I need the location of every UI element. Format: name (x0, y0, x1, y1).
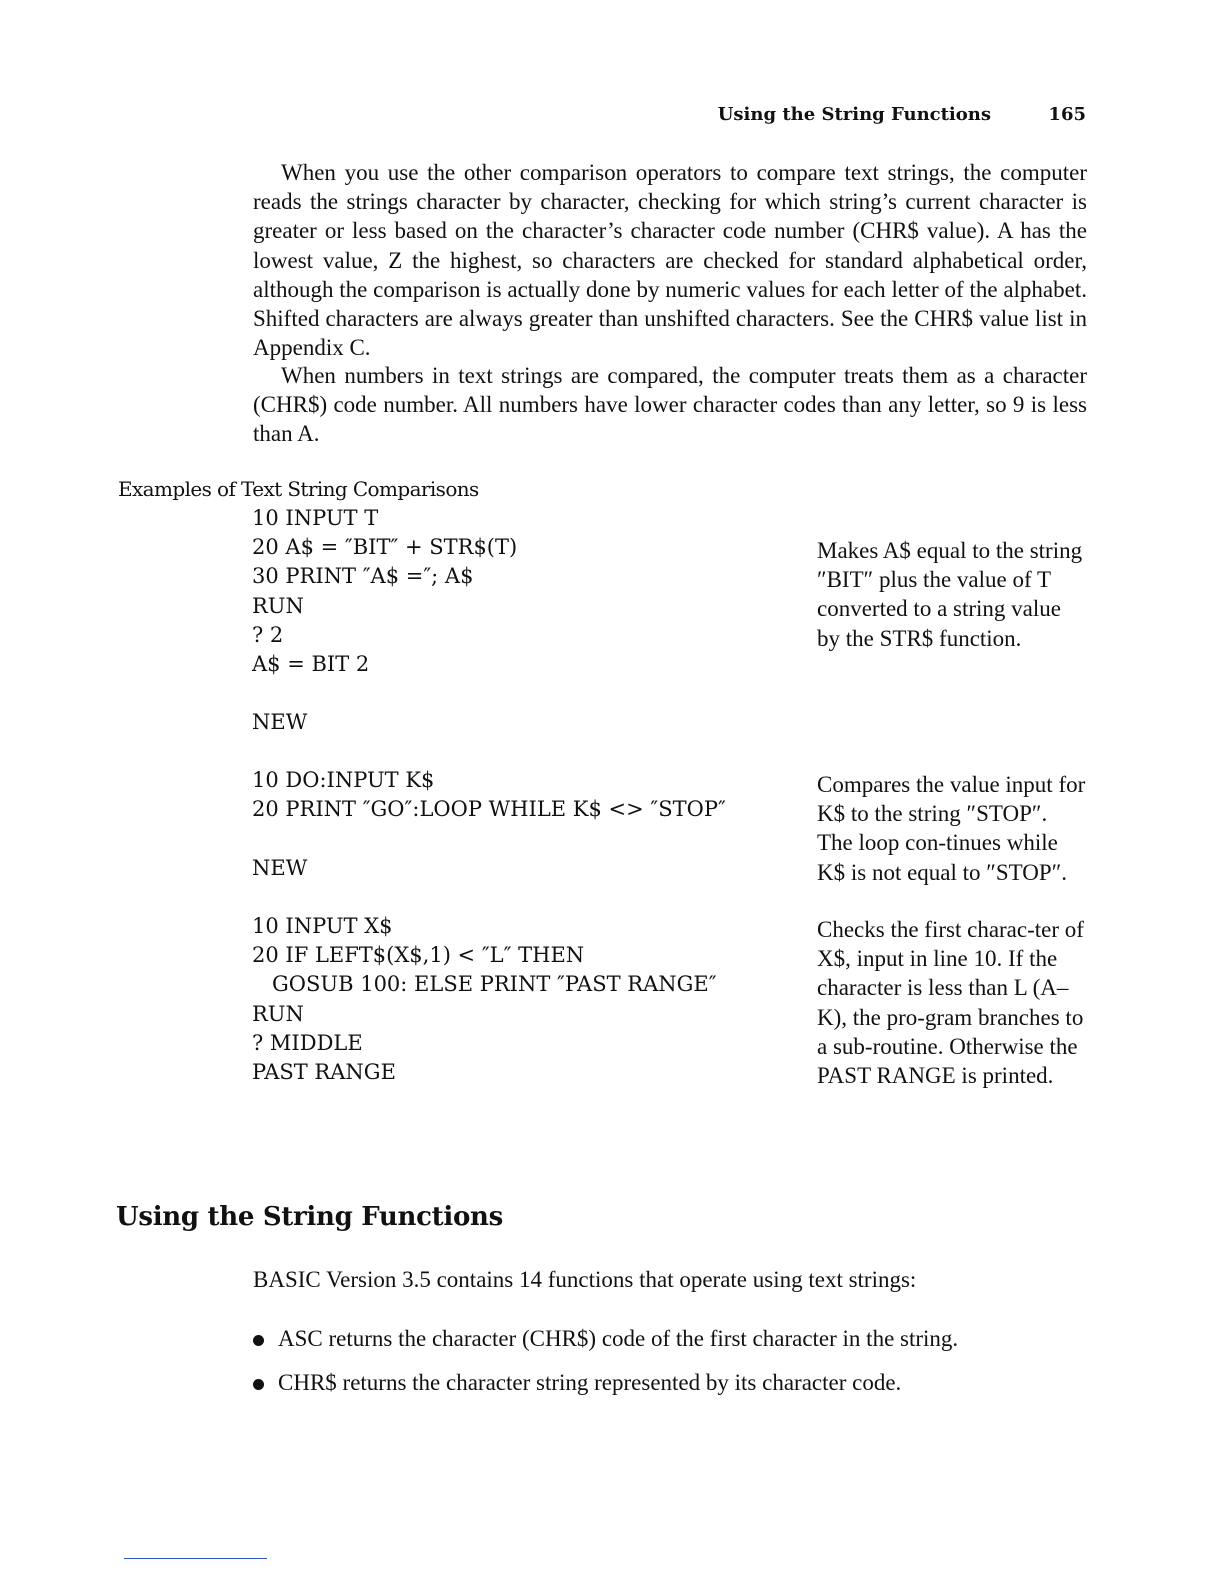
list-item (253, 1368, 1093, 1397)
code-new-command: NEW (252, 710, 308, 734)
paragraph-number-comparison: When numbers in text strings are compared, the computer treats them as a character (CHR$) code number. All numbers have lower character codes than any letter, so 9 is less than A. (253, 363, 1087, 447)
bullet-icon (253, 1335, 264, 1346)
code-new-command: NEW (252, 856, 308, 880)
running-head (600, 104, 1086, 130)
page-number: 165 (1048, 104, 1086, 125)
examples-heading: Examples of Text String Comparisons (118, 477, 479, 501)
code-example-left: 10 INPUT X$ 20 IF LEFT$(X$,1) < ″L″ THEN GOSUB 100: ELSE PRINT ″PAST RANGE″ RUN ? MIDDLE PAST RANGE (252, 914, 717, 1085)
list-item-text: ASC returns the character (CHR$) code of the first character in the string. (278, 1326, 959, 1351)
function-list (253, 1324, 1093, 1412)
section-intro: BASIC Version 3.5 contains 14 functions that operate using text strings: (253, 1267, 917, 1292)
footnote-rule (124, 1558, 267, 1559)
running-head-title: Using the String Functions (717, 104, 991, 125)
margin-note-loop: Compares the value input for K$ to the string ″STOP″. The loop con-tinues while K$ is not equal to ″STOP″. (817, 772, 1086, 885)
margin-note-left: Checks the first charac-ter of X$, input in line 10. If the character is less than L (A–K), the pro-gram branches to a sub-routine. Otherwise the PAST RANGE is printed. (817, 917, 1084, 1089)
list-item-text: CHR$ returns the character string represented by its character code. (278, 1370, 902, 1395)
bullet-icon (253, 1379, 264, 1390)
list-item (253, 1324, 1093, 1353)
paragraph-string-comparison: When you use the other comparison operators to compare text strings, the computer reads the strings character by character, checking for which string’s current character is greater or less based on the character’s character code number (CHR$ value). A has the lowest value, Z the highest, so characters are checked for standard alphabetical order, although the comparison is actually done by numeric values for each letter of the alphabet. Shifted characters are always greater than unshifted characters. See the CHR$ value list in Appendix C. (253, 160, 1087, 361)
margin-note-str: Makes A$ equal to the string ″BIT″ plus the value of T converted to a string value by the STR$ function. (817, 538, 1083, 651)
code-example-loop: 10 DO:INPUT K$ 20 PRINT ″GO″:LOOP WHILE K$ <> ″STOP″ (252, 768, 726, 822)
section-heading: Using the String Functions (116, 1202, 503, 1232)
code-example-str: 10 INPUT T 20 A$ = ″BIT″ + STR$(T) 30 PRINT ″A$ =″; A$ RUN ? 2 A$ = BIT 2 (252, 506, 518, 677)
